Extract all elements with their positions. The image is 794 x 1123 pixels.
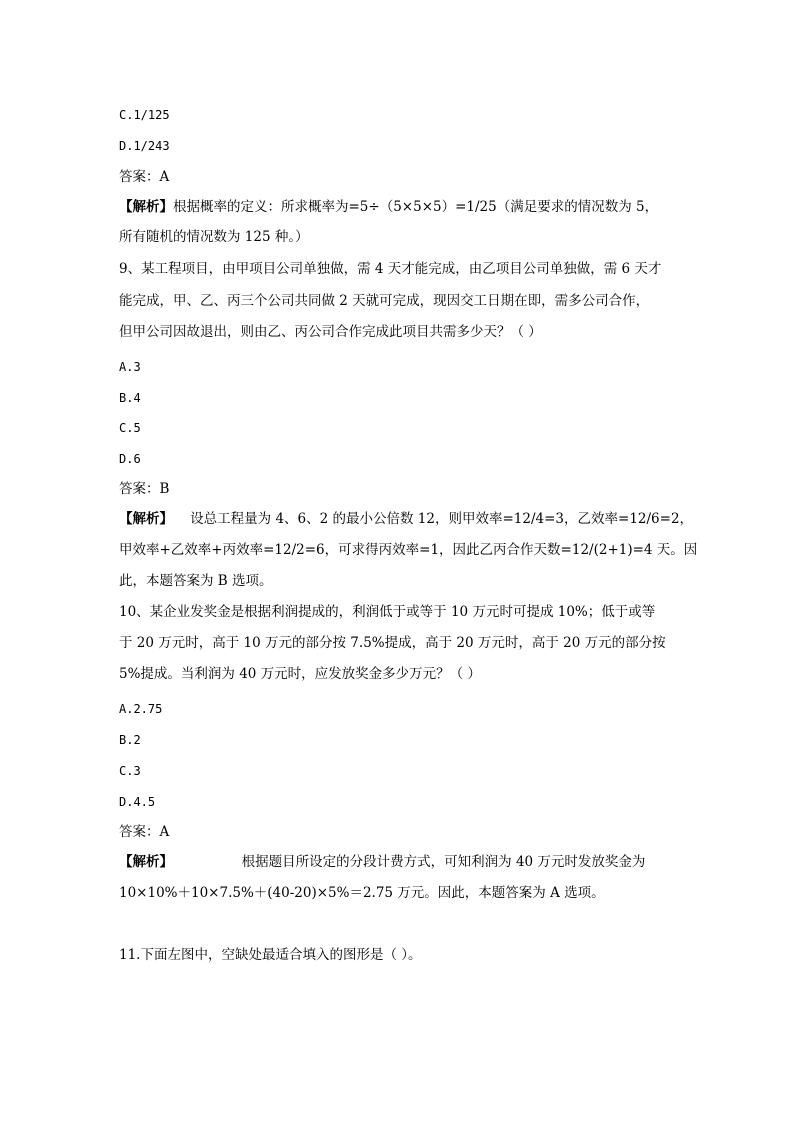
question-stem: 于 20 万元时，高于 10 万元的部分按 7.5%提成，高于 20 万元时，高于 20 万元的部分按	[119, 635, 666, 651]
option-d: D.1/243	[119, 139, 170, 153]
analysis-tag: 【解析】	[119, 511, 173, 527]
answer: 答案：B	[119, 481, 170, 497]
option-c: C.5	[119, 421, 141, 435]
option-d: D.6	[119, 452, 141, 466]
question-stem: 5%提成。当利润为 40 万元时，应发放奖金多少万元？（ ）	[119, 666, 481, 682]
analysis	[119, 510, 693, 528]
question-stem: 能完成，甲、乙、丙三个公司共同做 2 天就可完成，现因交工日期在即，需多公司合作，	[119, 293, 650, 309]
question-stem: 9、某工程项目，由甲项目公司单独做，需 4 天才能完成，由乙项目公司单独做，需 6 天才	[119, 261, 662, 277]
analysis-text: 设总工程量为 4、6、2 的最小公倍数 12，则甲效率=12/4=3，乙效率=12/6=2，	[173, 511, 694, 527]
option-c: C.3	[119, 764, 141, 778]
option-a: A.2.75	[119, 702, 163, 716]
analysis	[119, 198, 658, 216]
analysis	[119, 853, 645, 871]
analysis-text: 此，本题答案为 B 选项。	[119, 573, 273, 589]
analysis-tag: 【解析】	[119, 199, 173, 215]
option-b: B.2	[119, 733, 141, 747]
option-c: C.1/125	[119, 108, 170, 122]
option-d: D.4.5	[119, 795, 156, 809]
analysis-tag: 【解析】	[119, 854, 173, 870]
question-stem: 10、某企业发奖金是根据利润提成的，利润低于或等于 10 万元时可提成 10%；低于或等	[119, 604, 656, 620]
answer: 答案：A	[119, 169, 170, 185]
analysis-text: 所有随机的情况数为 125 种。）	[119, 229, 309, 245]
question-stem: 11.下面左图中，空缺处最适合填入的图形是（ ）。	[119, 947, 422, 963]
analysis-text: 甲效率+乙效率+丙效率=12/2=6，可求得丙效率=1，因此乙丙合作天数=12/(2+1)=4 天。因	[119, 542, 698, 558]
option-a: A.3	[119, 360, 141, 374]
analysis-text: 根据题目所设定的分段计费方式，可知利润为 40 万元时发放奖金为	[173, 854, 646, 870]
option-b: B.4	[119, 391, 141, 405]
answer: 答案：A	[119, 824, 170, 840]
question-stem: 但甲公司因故退出，则由乙、丙公司合作完成此项目共需多少天？（ ）	[119, 324, 542, 340]
analysis-text: 根据概率的定义：所求概率为=5÷（5×5×5）=1/25（满足要求的情况数为 5，	[173, 199, 659, 215]
analysis-text: 10×10%＋10×7.5%＋(40-20)×5%＝2.75 万元。因此，本题答案为 A 选项。	[119, 885, 605, 901]
